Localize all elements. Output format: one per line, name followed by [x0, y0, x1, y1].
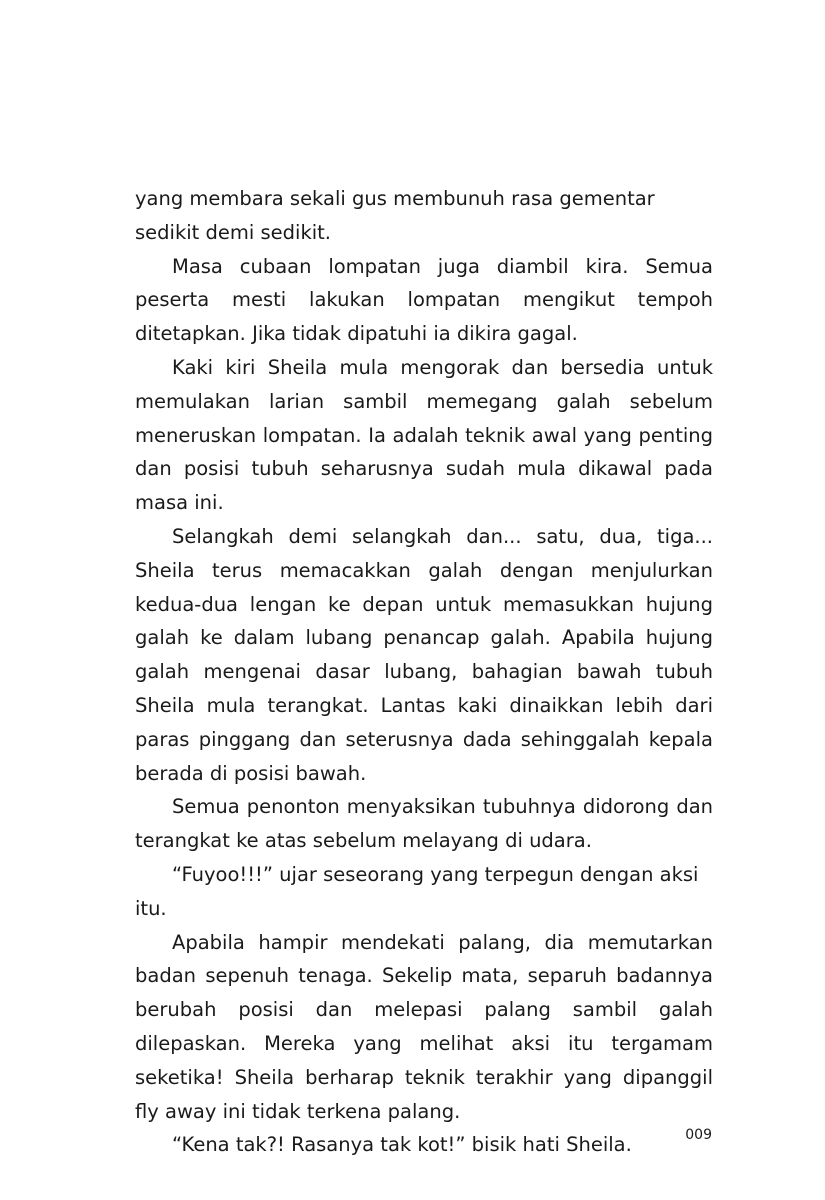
- paragraph: Semua penonton menyaksikan tubuhnya didorong dan terangkat ke atas sebelum melayang di udara.: [135, 795, 713, 853]
- page-number: 009: [685, 1127, 712, 1143]
- body-text: [135, 182, 713, 1162]
- paragraph: Masa cubaan lompatan juga diambil kira. Semua peserta mesti lakukan lompatan mengikut tempoh ditetapkan. Jika tidak dipatuhi ia dikira gagal.: [135, 254, 713, 346]
- paragraph-continuation: yang membara sekali gus membunuh rasa gementar sedikit demi sedikit.: [135, 187, 655, 244]
- paragraph: Kaki kiri Sheila mula mengorak dan bersedia untuk memulakan larian sambil memegang galah sebelum meneruskan lompatan. Ia adalah teknik awal yang penting dan posisi tubuh seharusnya sudah mula dikawal pada masa ini.: [135, 355, 713, 515]
- paragraph: Selangkah demi selangkah dan... satu, dua, tiga... Sheila terus memacakkan galah dengan menjulurkan kedua-dua lengan ke depan untuk memasukkan hujung galah ke dalam lubang penancap galah. Apabila hujung galah mengenai dasar lubang, bahagian bawah tubuh Sheila mula terangkat. Lantas kaki dinaikkan lebih dari paras pinggang dan seterusnya dada sehinggalah kepala berada di posisi bawah.: [135, 524, 713, 785]
- paragraph-dialogue: “Kena tak?! Rasanya tak kot!” bisik hati Sheila.: [172, 1133, 632, 1157]
- paragraph: Apabila hampir mendekati palang, dia memutarkan badan sepenuh tenaga. Sekelip mata, separuh badannya berubah posisi dan melepasi palang sambil galah dilepaskan. Mereka yang melihat aksi itu tergamam seketika! Sheila berharap teknik terakhir yang dipanggil fly away ini tidak terkena palang.: [135, 930, 713, 1123]
- paragraph-dialogue: “Fuyoo!!!” ujar seseorang yang terpegun dengan aksi itu.: [135, 862, 699, 920]
